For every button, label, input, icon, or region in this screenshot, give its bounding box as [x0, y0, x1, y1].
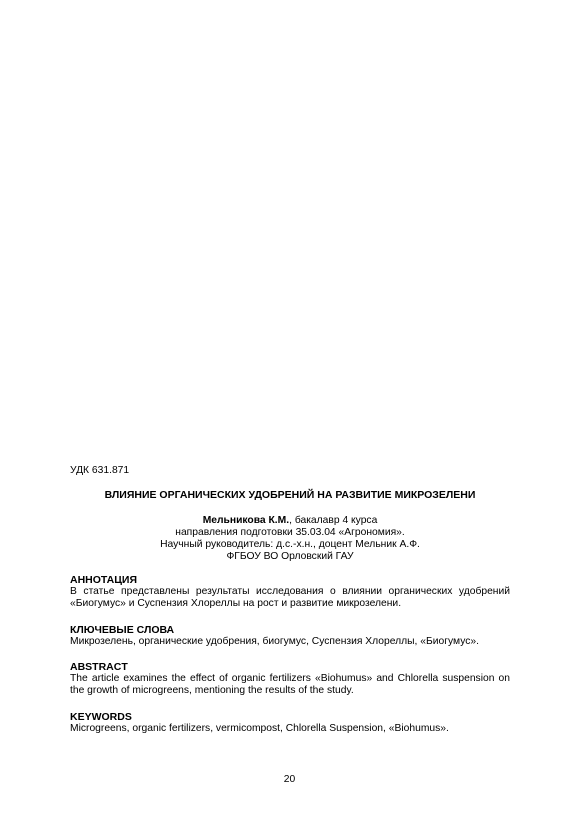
section-heading: KEYWORDS	[70, 711, 132, 723]
section-body: The article examines the effect of organic fertilizers «Biohumus» and Chlorella suspension on the growth of microgreens, mentioning the results of the study.	[70, 673, 510, 696]
section-body: В статье представлены результаты исследования о влиянии органических удобрений «Биогумус» и Суспензия Хлореллы на рост и развитие микрозелени.	[70, 586, 510, 609]
author-line-2: направления подготовки 35.03.04 «Агрономия».	[175, 527, 405, 538]
section-heading: КЛЮЧЕВЫЕ СЛОВА	[70, 624, 175, 636]
section-heading: ABSTRACT	[70, 661, 128, 673]
author-name: Мельникова К.М.	[202, 515, 290, 526]
section-keywords-en	[70, 711, 510, 735]
author-supervisor: Научный руководитель: д.с.-х.н., доцент Мельник А.Ф.	[160, 539, 420, 550]
section-abstract	[70, 661, 510, 697]
author-institution: ФГБОУ ВО Орловский ГАУ	[226, 551, 354, 562]
article-title: ВЛИЯНИЕ ОРГАНИЧЕСКИХ УДОБРЕНИЙ НА РАЗВИТИЕ МИКРОЗЕЛЕНИ	[104, 489, 476, 501]
author-block	[70, 515, 510, 563]
section-annotation	[70, 574, 510, 610]
page-number: 20	[283, 774, 296, 785]
section-body: Microgreens, organic fertilizers, vermicompost, Chlorella Suspension, «Biohumus».	[70, 723, 449, 734]
udk-code: УДК 631.871	[70, 465, 130, 476]
author-line-1	[70, 515, 510, 527]
section-body: Микрозелень, органические удобрения, биогумус, Суспензия Хлореллы, «Биогумус».	[70, 636, 479, 647]
section-keywords-ru	[70, 624, 510, 648]
author-degree: , бакалавр 4 курса	[289, 515, 378, 526]
section-heading: АННОТАЦИЯ	[70, 574, 138, 586]
